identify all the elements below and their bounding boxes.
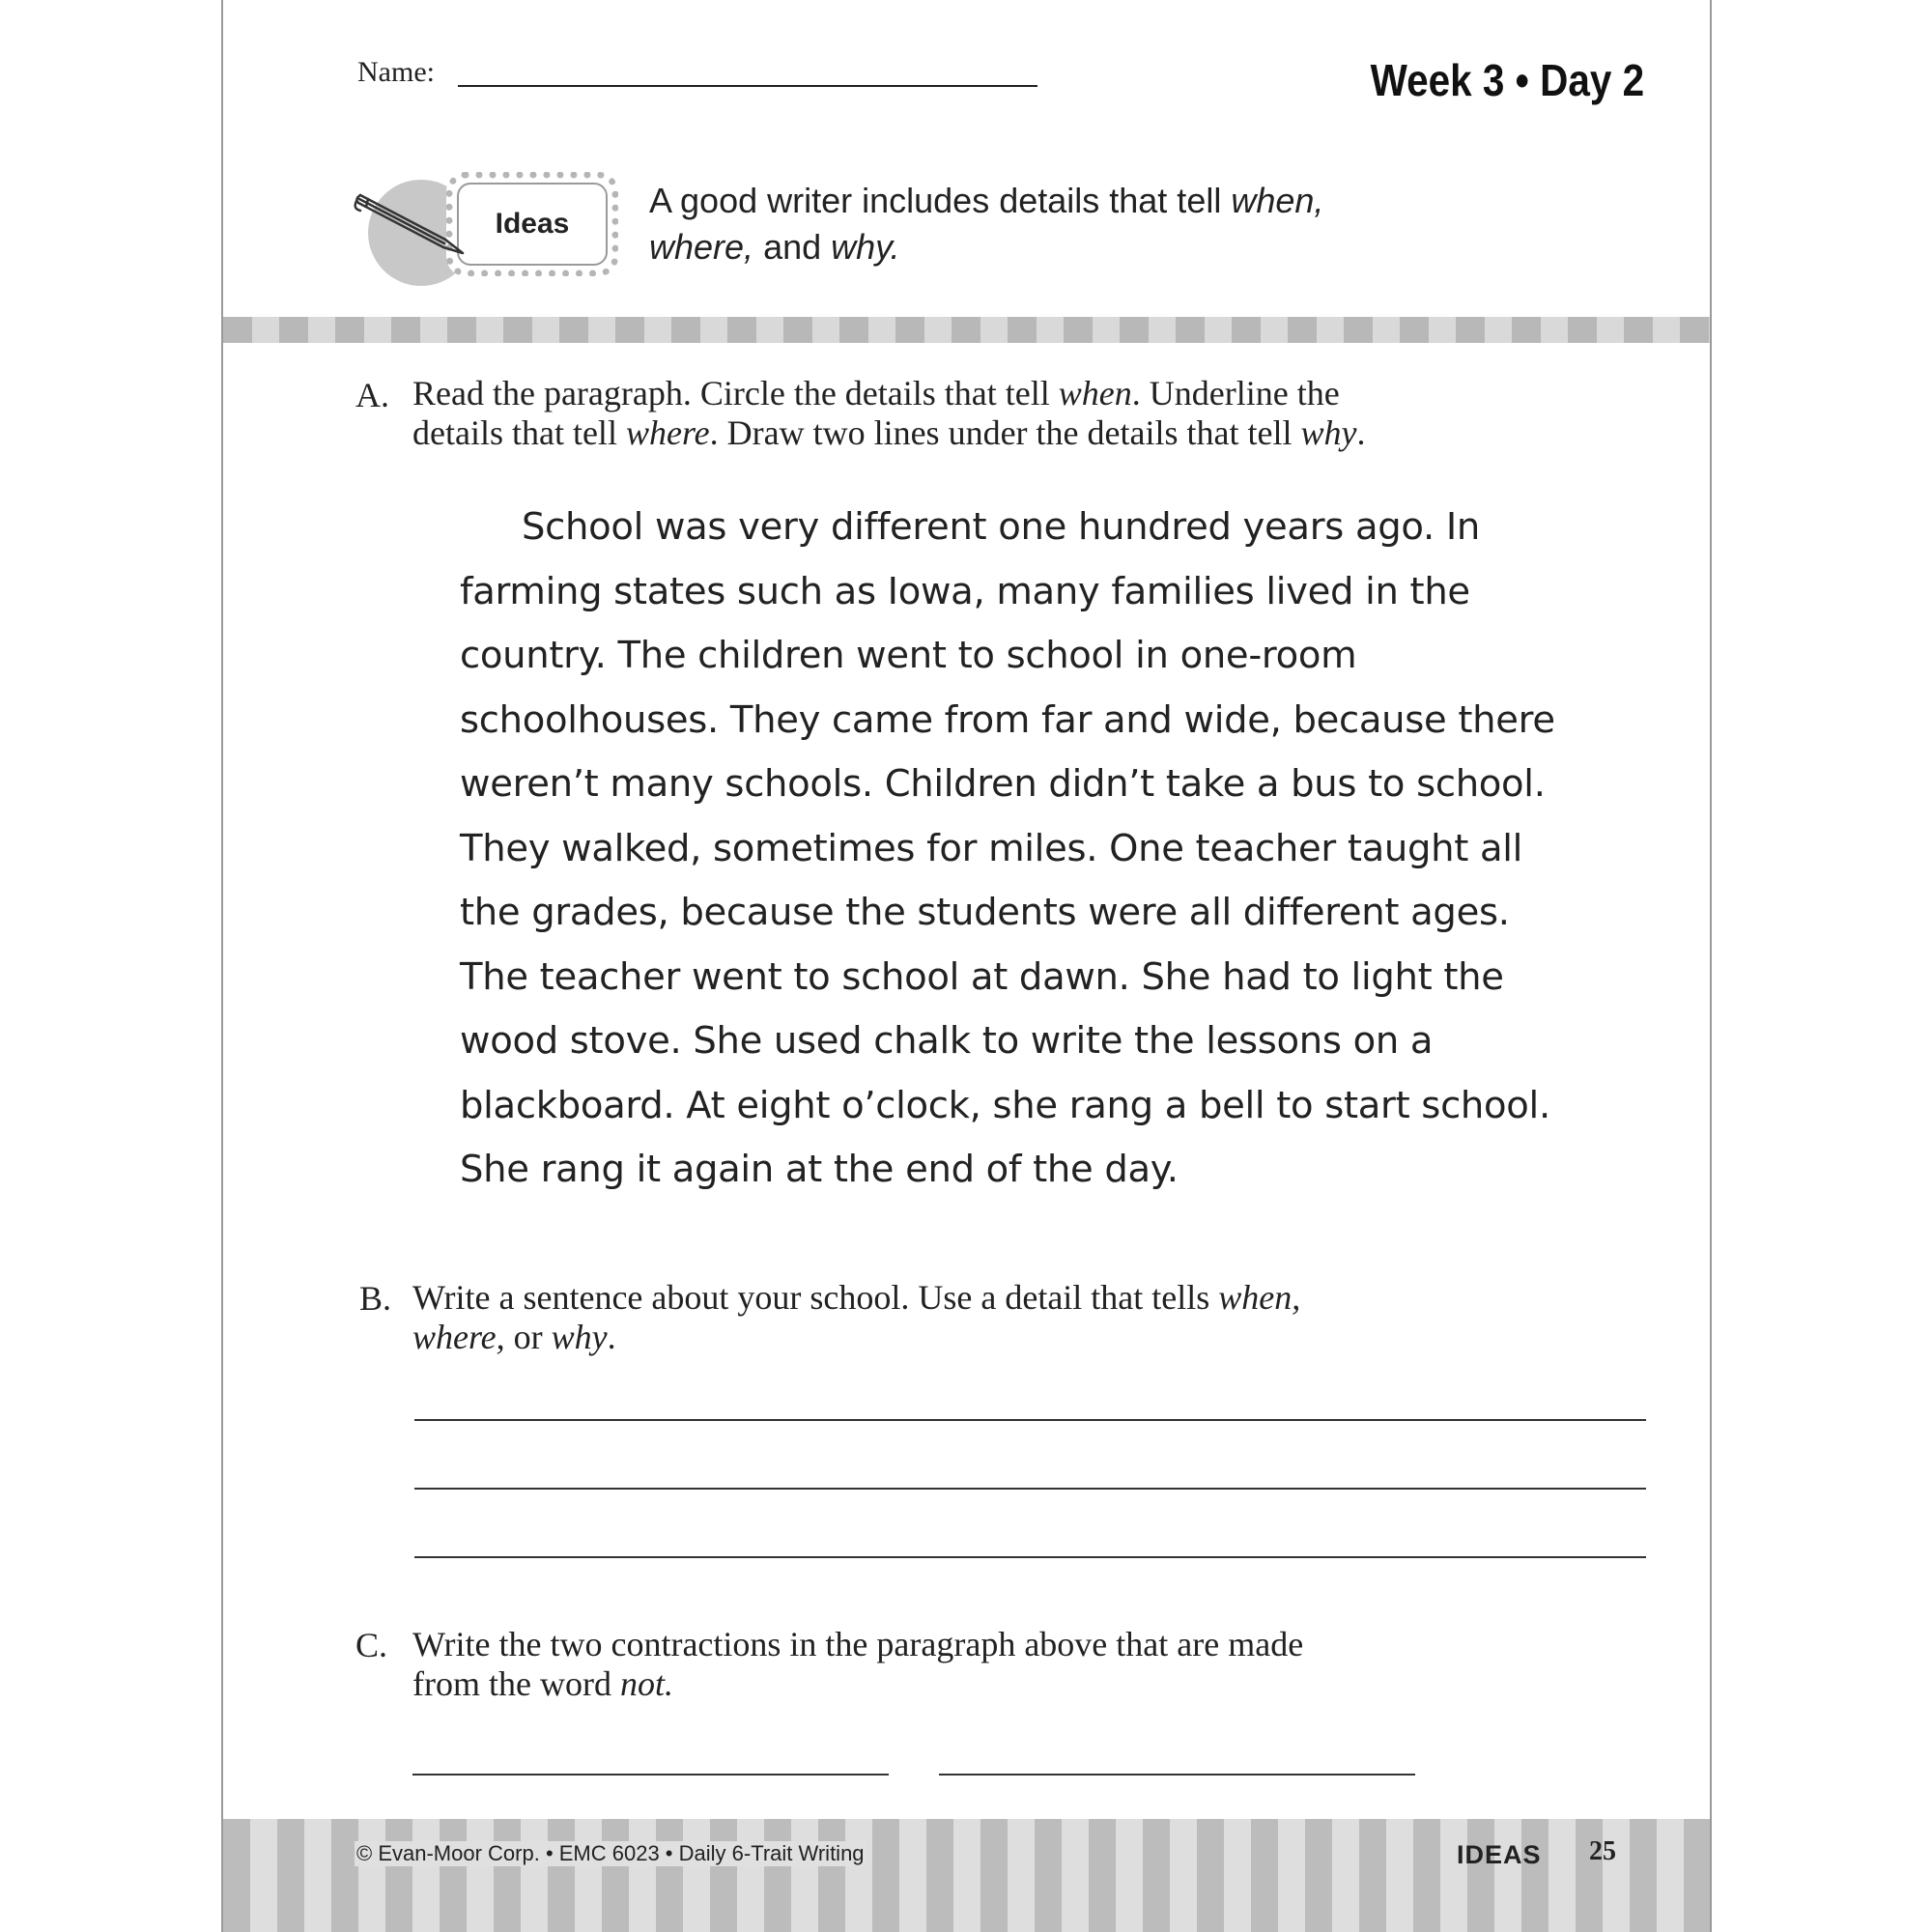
question-a-text-part: details that tell [412, 413, 626, 452]
question-b-letter: B. [359, 1279, 392, 1318]
question-b-text-part: Write a sentence about your school. Use a detail that tells [412, 1278, 1219, 1317]
answer-line-b3[interactable] [414, 1556, 1646, 1558]
day-title: Week 3 • Day 2 [1370, 55, 1644, 105]
ideas-badge [446, 172, 618, 276]
header-stripe-band [223, 317, 1710, 343]
answer-line-b2[interactable] [414, 1488, 1646, 1490]
page-number: 25 [1589, 1836, 1616, 1866]
question-b-or: or [504, 1318, 552, 1356]
question-c-not: not. [619, 1664, 673, 1703]
answer-line-c1[interactable] [412, 1774, 889, 1776]
question-b-where: where, [412, 1318, 505, 1356]
name-label: Name: [357, 56, 435, 88]
question-a-why: why [1300, 413, 1357, 452]
question-a-text [412, 374, 1572, 453]
question-a-letter: A. [355, 376, 389, 414]
footer-copyright: © Evan-Moor Corp. • EMC 6023 • Daily 6-Trait Writing [356, 1841, 865, 1865]
question-b-why: why [551, 1318, 608, 1356]
tip-when: when, [1231, 181, 1324, 220]
tip-why: why. [831, 227, 900, 267]
question-a-text-part: . Draw two lines under the details that tell [709, 413, 1301, 452]
footer-section-label: IDEAS [1457, 1840, 1542, 1869]
tip-text [649, 178, 1403, 270]
question-a-where: where [625, 413, 710, 452]
reading-passage[interactable]: School was very different one hundred years ago. In farming states such as Iowa, many families lived in the country. The children went to school in one-room schoolhouses. They came from far and wide, because there weren’t many schools. Children didn’t take a bus to school. They walked, sometimes for miles. One teacher taught all the grades, because the students were all different ages. The teacher went to school at dawn. She had to light the wood stove. She used chalk to write the lessons on a blackboard. At eight o’clock, she rang a bell to start school. She rang it again at the end of the day. [460, 505, 1555, 1191]
question-c-text-part: Write the two contractions in the paragraph above that are made [412, 1625, 1304, 1663]
pencil-icon [351, 185, 471, 263]
question-a-text-part: Read the paragraph. Circle the details that tell [412, 374, 1059, 412]
name-answer-line[interactable] [458, 85, 1037, 87]
footer-stripe-band [223, 1819, 1710, 1932]
ideas-badge-label: Ideas [457, 183, 608, 266]
answer-line-b1[interactable] [414, 1419, 1646, 1421]
question-b-text [412, 1278, 1572, 1357]
question-c-letter: C. [355, 1626, 388, 1664]
question-c-text [412, 1625, 1572, 1704]
tip-and: and [753, 227, 832, 267]
question-c-text-part: from the word [412, 1664, 620, 1703]
question-b-text-part: . [607, 1318, 616, 1356]
question-a-text-part: . [1356, 413, 1366, 452]
answer-line-c2[interactable] [939, 1774, 1415, 1776]
question-b-when: when, [1218, 1278, 1301, 1317]
tip-where: where, [649, 227, 754, 267]
question-a-text-part: . Underline the [1131, 374, 1340, 412]
question-a-when: when [1058, 374, 1132, 412]
worksheet-page [221, 0, 1712, 1932]
tip-text-part: A good writer includes details that tell [649, 181, 1232, 220]
